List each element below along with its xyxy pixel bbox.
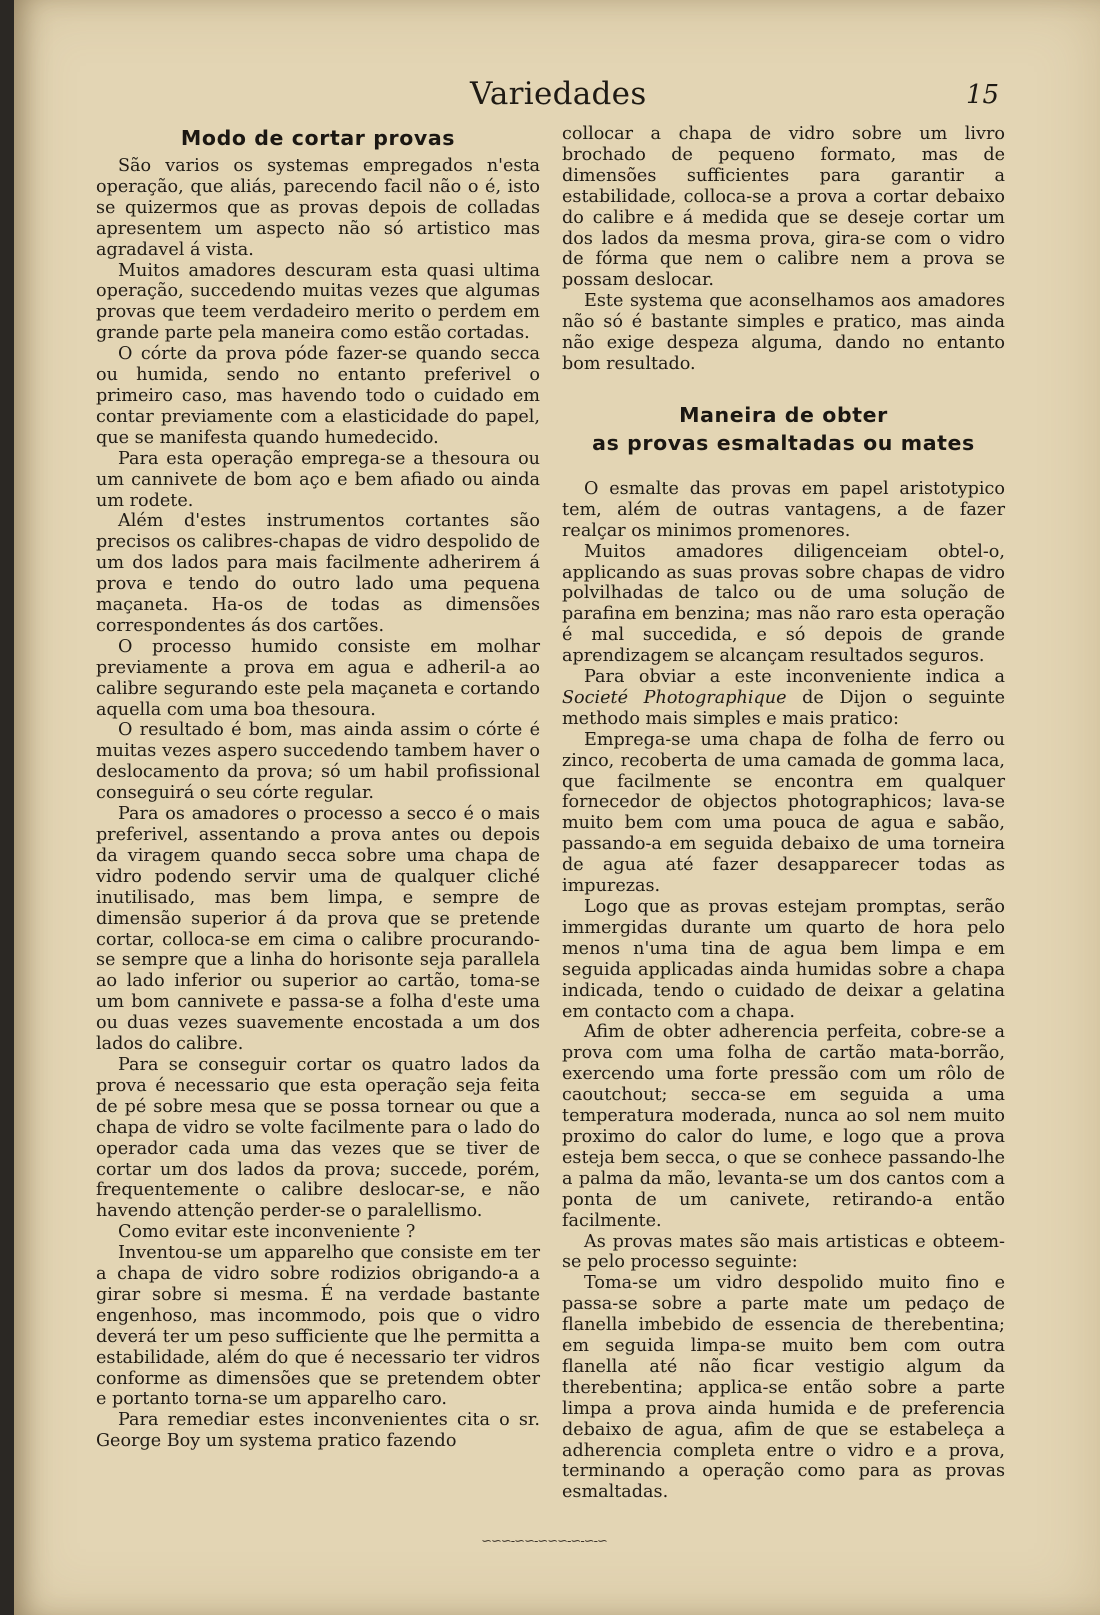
paragraph: O resultado é bom, mas ainda assim o córte é muitas vezes aspero succedendo tambem haver o deslocamento da prova; só um habil profissional conseguirá o seu córte regular. — [96, 720, 540, 804]
section-heading-line-2: as provas esmaltadas ou mates — [592, 430, 975, 455]
paragraph-continuation: collocar a chapa de vidro sobre um livro brochado de pequeno formato, mas de dimensões sufficientes para garantir a estabilidade, colloca-se a prova a cortar debaixo do calibre e á medida que se deseje cortar um dos lados da mesma prova, gira-se com o vidro de fórma que nem o calibre nem a prova se possam deslocar. — [562, 124, 1005, 291]
book-page — [14, 0, 1100, 1615]
paragraph: Muitos amadores diligenceiam obtel-o, applicando as suas provas sobre chapas de vidro polvilhadas de talco ou de uma solução de parafina em benzina; mas não raro esta operação é mal succedida, e só depois de grande aprendizagem se alcançam resultados seguros. — [562, 541, 1005, 667]
paragraph: Para remediar estes inconvenientes cita o sr. George Boy um systema pratico fazendo — [96, 1410, 540, 1452]
paragraph: São varios os systemas empregados n'esta operação, que aliás, parecendo facil não o é, isto se quizermos que as provas depois de colladas apresentem um aspecto não só artistico mas agradavel á vista. — [96, 156, 540, 260]
paragraph: Emprega-se uma chapa de folha de ferro ou zinco, recoberta de uma camada de gomma laca, que facilmente se encontra em qualquer fornecedor de objectos photographicos; lava-se muito bem com uma pouca de agua e sabão, passando-a em seguida debaixo de uma torneira de agua até fazer desapparecer todas as impurezas. — [562, 729, 1005, 897]
paragraph: Afim de obter adherencia perfeita, cobre-se a prova com uma folha de cartão mata-borrão, exercendo uma forte pressão com um rôlo de caoutchout; secca-se em seguida a uma temperatura moderada, nunca ao sol nem muito proximo do calor do lume, e logo que a prova esteja bem secca, o que se conhece passando-lhe a palma da mão, levanta-se um dos cantos com a ponta de um canivete, retirando-a então facilmente. — [562, 1022, 1005, 1231]
paragraph: Logo que as provas estejam promptas, serão immergidas durante um quarto de hora pelo menos n'uma tina de agua bem limpa e em seguida applicadas ainda humidas sobre a chapa indicada, tendo o cuidado de deixar a gelatina em contacto com a chapa. — [562, 897, 1005, 1022]
paragraph: As provas mates são mais artisticas e obteem-se pelo processo seguinte: — [562, 1231, 1005, 1273]
paragraph: Inventou-se um apparelho que consiste em ter a chapa de vidro sobre rodizios obrigando-a a girar sobre si mesma. É na verdade bastante engenhoso, mas incommodo, pois que o vidro deverá ter um peso sufficiente que lhe permitta a estabilidade, além do que é necessario ter vidros conforme as dimensões que se pretendem obter e portanto torna-se um apparelho caro. — [96, 1243, 540, 1410]
paragraph: O córte da prova póde fazer-se quando secca ou humida, sendo no entanto preferivel o primeiro caso, mas havendo todo o cuidado em contar previamente com a elasticidade do papel, que se manifesta quando humedecido. — [96, 344, 540, 448]
paragraph — [562, 667, 1005, 730]
paragraph: Para os amadores o processo a secco é o mais preferivel, assentando a prova antes ou depois da viragem quando secca sobre uma chapa de vidro podendo servir uma de qualquer cliché inutilisado, mas bem limpa, e sempre de dimensão superior á da prova que se pretende cortar, colloca-se em cima o calibre procurando-se sempre que a linha do horisonte seja parallela ao lado inferior ou superior ao cartão, toma-se um bom cannivete e passa-se a folha d'este uma ou duas vezes suavemente encostada a um dos lados do calibre. — [96, 804, 540, 1055]
right-column — [562, 124, 1005, 1503]
paragraph: Muitos amadores descuram esta quasi ultima operação, succedendo muitas vezes que algumas provas que teem verdadeiro merito o perdem em grande parte pela maneira como estão cortadas. — [96, 260, 540, 344]
section-heading — [562, 401, 1005, 457]
section-heading-line-1: Maneira de obter — [679, 402, 888, 427]
paragraph: Para se conseguir cortar os quatro lados da prova é necessario que esta operação seja feita de pé sobre mesa que se possa tornear ou que a chapa de vidro se volte facilmente para o lado do operador cada uma das vezes que se tiver de cortar um dos lados da prova; succede, porém, frequentemente o calibre deslocar-se, e não havendo attenção perder-se o paralellismo. — [96, 1054, 540, 1222]
paragraph: O esmalte das provas em papel aristotypico tem, além de outras vantagens, a de fazer realçar os minimos promenores. — [562, 478, 1005, 541]
left-column — [96, 124, 540, 1452]
society-name: Societé Photographique — [562, 687, 787, 708]
paragraph: Para esta operação emprega-se a thesoura ou um cannivete de bom aço e bem afiado ou ainda um rodete. — [96, 448, 540, 511]
paragraph: Além d'estes instrumentos cortantes são precisos os calibres-chapas de vidro despolido de um dos lados para mais facilmente adherirem á prova e tendo do outro lado uma pequena maçaneta. Ha-os de todas as dimensões correspondentes ás dos cartões. — [96, 511, 540, 636]
end-ornament: ∽∽∽-∽∽-∽∽∽-∽-∽-∽ — [481, 1534, 607, 1549]
paragraph: Este systema que aconselhamos aos amadores não só é bastante simples e pratico, mas ainda não exige despeza alguma, dando no entanto bom resultado. — [562, 291, 1005, 374]
paragraph-text: de Dijon o seguinte methodo mais simples e mais pratico: — [562, 687, 1005, 729]
page-number: 15 — [966, 80, 1000, 110]
paragraph: O processo humido consiste em molhar previamente a prova em agua e adheril-a ao calibre segurando este pela maçaneta e cortando aquella com uma boa thesoura. — [96, 636, 540, 720]
running-title: Variedades — [470, 76, 647, 112]
section-heading: Modo de cortar provas — [180, 126, 456, 150]
paragraph-text: Para obviar a este inconveniente indica a — [584, 667, 1005, 688]
paragraph: Como evitar este inconveniente ? — [118, 1222, 416, 1243]
paragraph: Toma-se um vidro despolido muito fino e passa-se sobre a parte mate um pedaço de flanella imbebido de essencia de therebentina; em seguida limpa-se muito bem com outra flanella até não ficar vestigio algum da therebentina; applica-se então sobre a parte limpa a prova ainda humida e de preferencia debaixo de agua, afim de que se estabeleça a adherencia completa entre o vidro e a prova, terminando a operação como para as provas esmaltadas. — [562, 1273, 1005, 1503]
